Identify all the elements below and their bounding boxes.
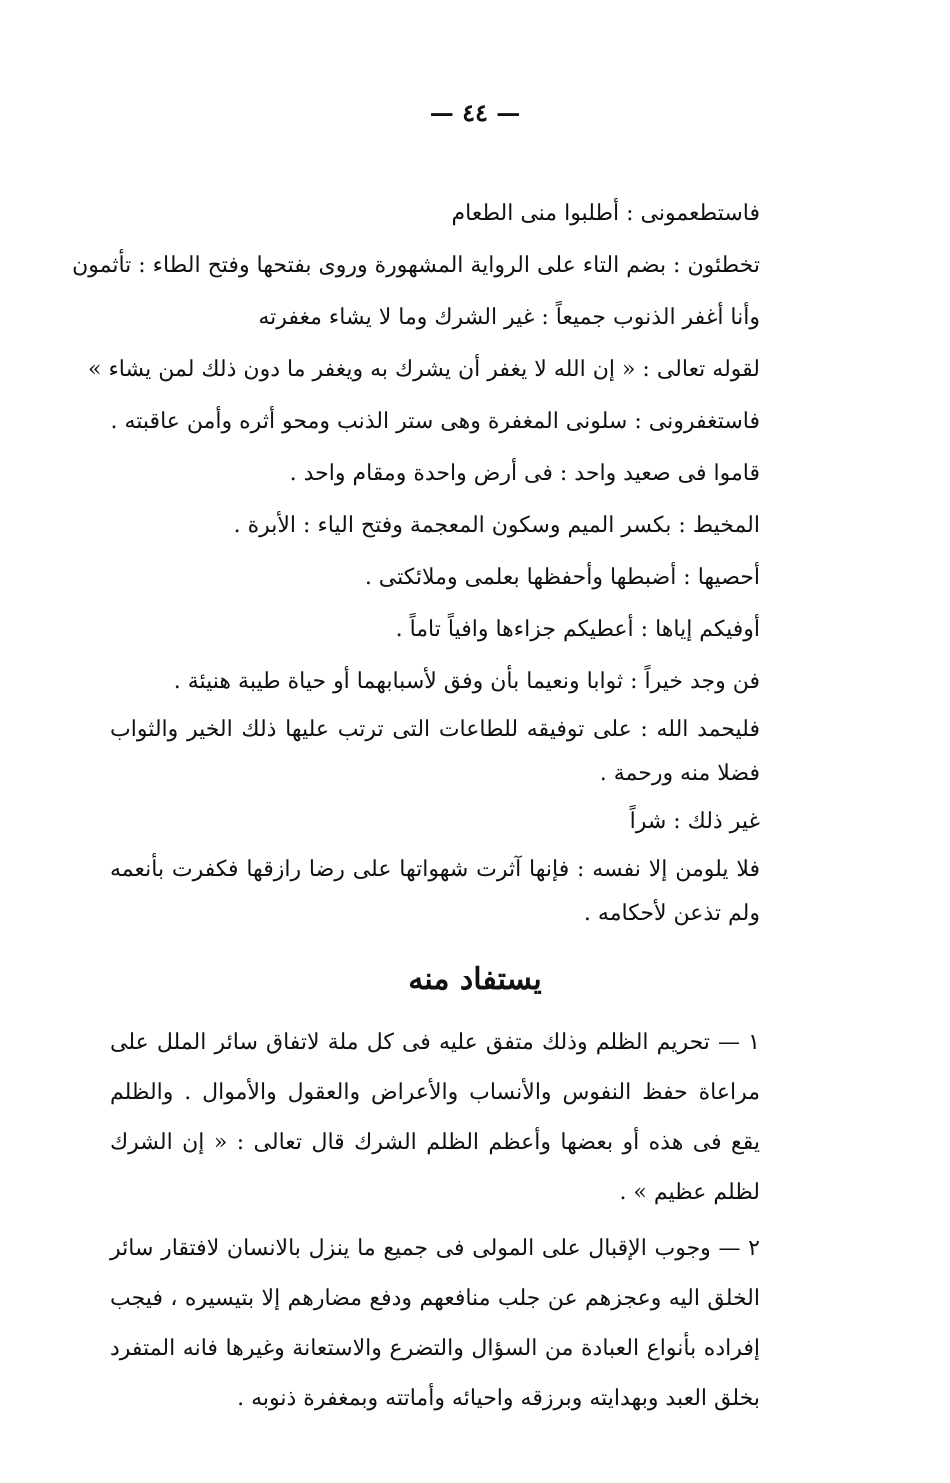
glossary-entry: فلا يلومن إلا نفسه : فإنها آثرت شهواتها على رضا رازقها فكفرت بأنعمه ولم تذعن لأحكامه . (110, 857, 760, 926)
glossary-entry: فن وجد خيراً : ثوابا ونعيما بأن وفق لأسبابهما أو حياة طيبة هنيئة . (173, 669, 760, 694)
glossary-entry: فاستطعمونى : أطلبوا منى الطعام (451, 201, 760, 226)
glossary-entry: وأنا أغفر الذنوب جميعاً : غير الشرك وما لا يشاء مغفرته (258, 305, 760, 330)
page-number: — ٤٤ — (429, 98, 521, 127)
glossary-entry: تخطئون : بضم التاء على الرواية المشهورة وروى بفتحها وفتح الطاء : تأثمون (72, 253, 760, 278)
glossary-entry: لقوله تعالى : « إن الله لا يغفر أن يشرك به ويغفر ما دون ذلك لمن يشاء » (87, 357, 760, 382)
glossary-entry: أحصيها : أضبطها وأحفظها بعلمى وملائكتى . (364, 565, 760, 590)
benefits-list (110, 1018, 760, 1430)
glossary-entry: فاستغفرونى : سلونى المغفرة وهى ستر الذنب ومحو أثره وأمن عاقبته . (110, 409, 760, 434)
benefit-item: ٢ — وجوب الإقبال على المولى فى جميع ما ينزل بالانسان لافتقار سائر الخلق اليه وعجزهم عن جلب منافعهم ودفع مضارهم إلا بتيسيره ، فيجب إفراده بأنواع العبادة من السؤال والتضرع والاستعانة وغيرها فانه المتفرد بخلق العبد وبهدايته وبرزقه واحيائه وأماتته وبمغفرة ذنوبه . (110, 1236, 760, 1411)
glossary-entry: غير ذلك : شراً (629, 809, 760, 834)
glossary-list (72, 188, 760, 936)
glossary-entry: قاموا فى صعيد واحد : فى أرض واحدة ومقام واحد . (289, 461, 760, 486)
section-title: يستفاد منه (408, 962, 542, 997)
glossary-entry: فليحمد الله : على توفيقه للطاعات التى ترتب عليها ذلك الخير والثواب فضلا منه ورحمة . (110, 717, 760, 786)
glossary-entry: المخيط : بكسر الميم وسكون المعجمة وفتح الياء : الأبرة . (233, 513, 760, 538)
benefit-item: ١ — تحريم الظلم وذلك متفق عليه فى كل ملة لاتفاق سائر الملل على مراعاة حفظ النفوس والأنساب والأعراض والعقول والأموال . والظلم يقع فى هذه أو بعضها وأعظم الظلم الشرك قال تعالى : « إن الشرك لظلم عظيم » . (110, 1030, 760, 1205)
glossary-entry: أوفيكم إياها : أعطيكم جزاءها وافياً تاماً . (395, 617, 760, 642)
